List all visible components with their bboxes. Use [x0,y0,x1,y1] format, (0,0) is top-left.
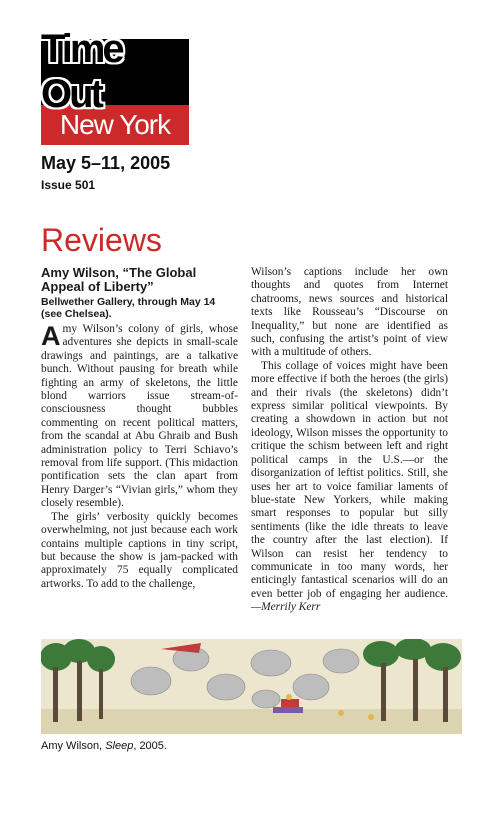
article-paragraph-2-continued [251,266,448,360]
article-paragraph-2 [41,511,238,591]
logo-top-block [41,27,189,116]
article-title: Amy Wilson, “The Global Appeal of Liberty” [41,265,197,294]
article-column-left [41,266,238,591]
artwork-sleep-image [41,639,462,734]
caption-artist: Amy Wilson, [41,740,106,752]
article-byline: —Merrily Kerr [251,601,321,614]
time-out-logo [41,27,189,145]
caption-title: Sleep [105,740,134,752]
paragraph-1-text: my Wilson’s colony of girls, whose adventures she depicts in small-scale drawings and paintings, are a talkative bunch. Without pausing for breath while fighting an army of skeletons, the little blond warriors issue stream-of-consciousness thought bubbles commenting on recent political matters, from the scandal at Abu Ghraib and Bush administration policy to Terri Schiavo’s removal from life support. (This midaction pontification sets the clan apart from Henry Darger’s “Vivian girls,” whom they closely resemble). [41,323,238,510]
logo-time-out: Time Out [41,27,122,116]
caption-year: , 2005. [133,740,167,752]
section-heading: Reviews [41,222,162,258]
article-paragraph-3 [251,360,448,615]
article-paragraph-1 [41,323,238,511]
paragraph-3-text: This collage of voices might have been more effective if both the heroes (the girls) and their rivals (the skeletons) didn’t express similar political viewpoints. By creating a showdown in action but not ideology, Wilson misses the opportunity to critique the schism between left and right political camps in the U.S.—or the disorganization of leftist politics. Still, she uses her art to voice familiar laments of blue-state New Yorkers, while making smart responses to popular but silly sentiments (like the idle threats to leave the country after the last election). If Wilson can resist her tendency to communicate in too many words, her enticingly fantastical scenarios will do an even better job of engaging her audience. [251,359,448,600]
issue-number: Issue 501 [41,178,96,192]
logo-bottom-block [41,105,189,145]
article-venue: Bellwether Gallery, through May 14 (see Chelsea). [41,296,216,320]
paragraph-2-continued-text: Wilson’s captions include her own thoughts and quotes from Internet chatrooms, news sources and historical texts like Rousseau’s “Discourse on Inequality,” but none are identified as such, confusing the artist’s point of view with a multitude of others. [251,266,448,359]
paragraph-2-text: The girls’ verbosity quickly becomes overwhelming, not just because each work contains multiple captions in tiny script, but because the show is jam-packed with approximately 75 equally complicated artworks. To add to the challenge, [41,510,238,590]
article-column-right [251,266,448,615]
logo-new-york: New York [59,109,171,140]
issue-date: May 5–11, 2005 [41,153,171,173]
artwork-caption [41,740,167,752]
drop-cap: A [41,321,61,351]
